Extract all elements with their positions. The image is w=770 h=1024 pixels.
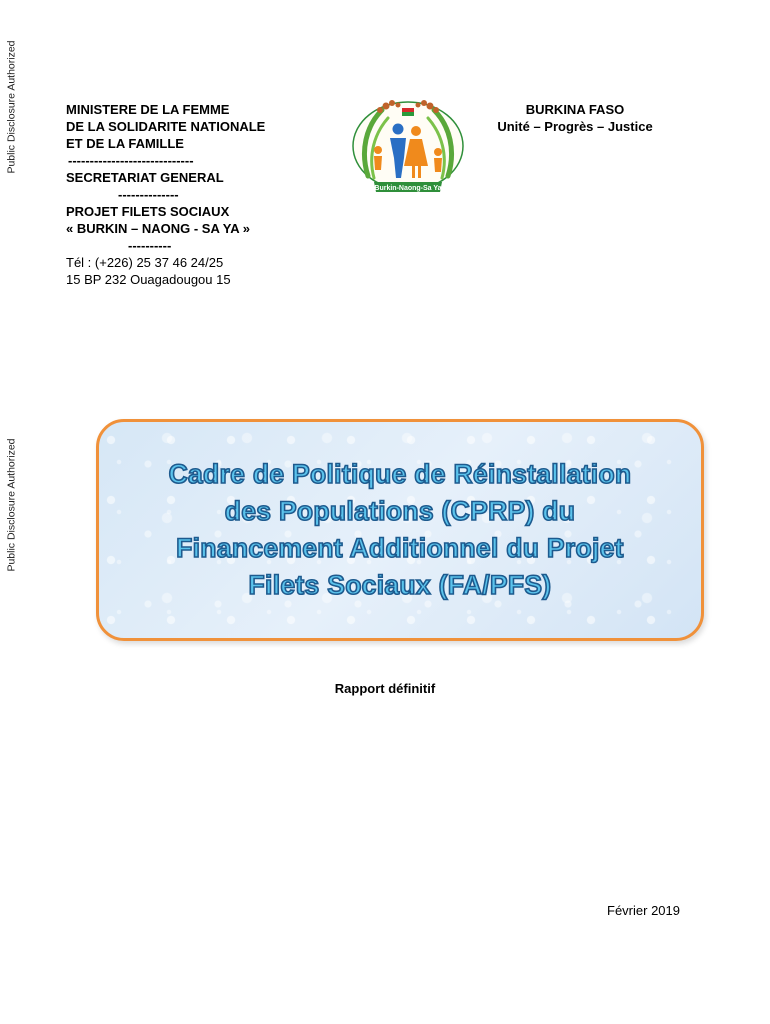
disclosure-stamp-middle <box>4 410 20 600</box>
title-line-4: Filets Sociaux (FA/PFS) <box>248 570 552 600</box>
title-line-1: Cadre de Politique de Réinstallation <box>168 459 632 489</box>
address-line: 15 BP 232 Ouagadougou 15 <box>66 272 231 287</box>
project-logo <box>348 96 468 196</box>
title-line-3: Financement Additionnel du Projet <box>176 533 624 563</box>
country-header <box>470 101 680 135</box>
disclosure-stamp-text: Public Disclosure Authorized <box>6 40 19 174</box>
project-subname-line: « BURKIN – NAONG - SA YA » <box>66 221 250 236</box>
phone-line: Tél : (+226) 25 37 46 24/25 <box>66 255 224 270</box>
ministry-line-3: ET DE LA FAMILLE <box>66 136 184 151</box>
country-name: BURKINA FASO <box>525 102 625 117</box>
ministry-header <box>66 101 326 288</box>
document-title <box>159 456 642 604</box>
family-logo-icon <box>348 96 468 196</box>
ministry-line-2: DE LA SOLIDARITE NATIONALE <box>66 119 266 134</box>
document-title-box <box>96 419 704 641</box>
disclosure-stamp-text: Public Disclosure Authorized <box>6 438 19 572</box>
document-date: Février 2019 <box>607 903 680 918</box>
logo-banner-text: Burkin-Naong-Sa Ya <box>374 185 442 192</box>
title-line-2: des Populations (CPRP) du <box>224 496 576 526</box>
separator: ---------- <box>128 238 172 253</box>
report-type: Rapport définitif <box>334 681 436 696</box>
separator: -------------- <box>118 187 179 202</box>
separator: ----------------------------- <box>68 153 194 168</box>
disclosure-stamp-top <box>4 12 20 202</box>
project-name-line: PROJET FILETS SOCIAUX <box>66 204 230 219</box>
secretariat-line: SECRETARIAT GENERAL <box>66 170 224 185</box>
ministry-line-1: MINISTERE DE LA FEMME <box>66 102 230 117</box>
national-motto: Unité – Progrès – Justice <box>497 119 653 134</box>
